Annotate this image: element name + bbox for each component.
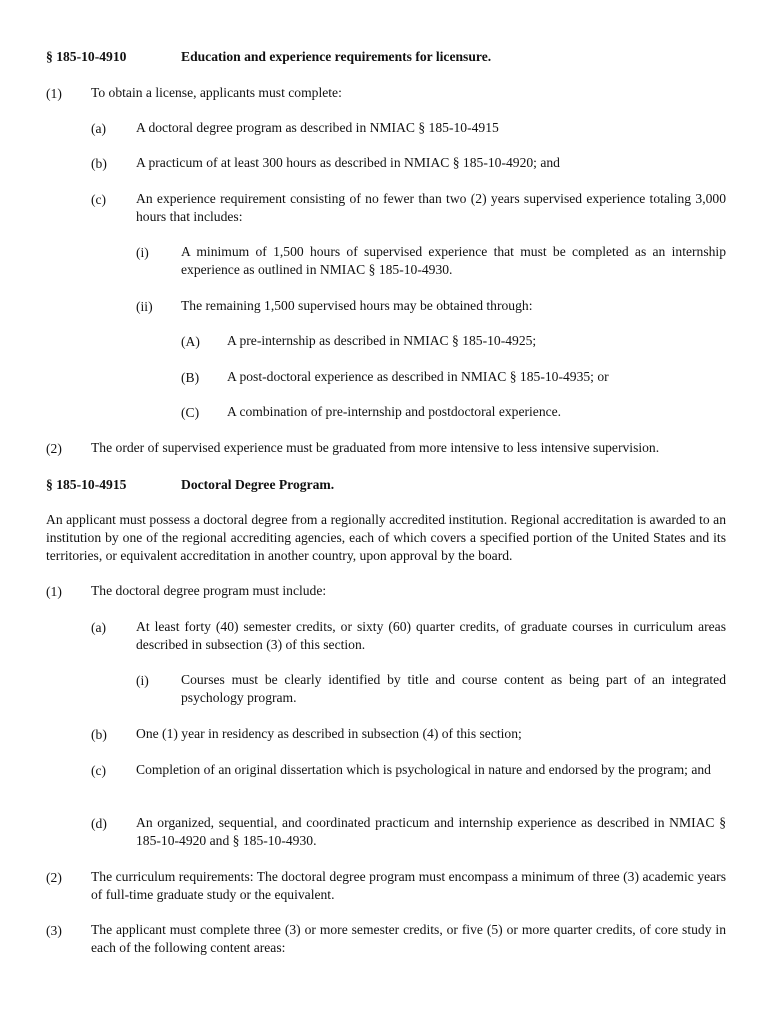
item-marker: (1) bbox=[46, 584, 62, 599]
item-marker: (3) bbox=[46, 923, 62, 938]
section-number: § 185-10-4915 bbox=[46, 477, 127, 492]
item-marker: (c) bbox=[91, 763, 107, 778]
item-text: An organized, sequential, and coordinated practicum and internship experience as described in NMIAC § 185-10-4920 and § 185-10-4930. bbox=[136, 815, 726, 848]
item-marker: (C) bbox=[181, 405, 200, 420]
item-marker: (B) bbox=[181, 370, 200, 385]
item-text: A practicum of at least 300 hours as described in NMIAC § 185-10-4920; and bbox=[136, 155, 560, 170]
item-text: A minimum of 1,500 hours of supervised experience that must be completed as an internship experience as outlined in NMIAC § 185-10-4930. bbox=[181, 244, 726, 277]
item-text: A pre-internship as described in NMIAC § 185-10-4925; bbox=[227, 333, 537, 348]
item-text: One (1) year in residency as described in subsection (4) of this section; bbox=[136, 726, 522, 741]
section-title: Education and experience requirements for licensure. bbox=[181, 49, 492, 64]
item-text: A combination of pre-internship and postdoctoral experience. bbox=[227, 404, 562, 419]
item-text: The doctoral degree program must include: bbox=[91, 583, 327, 598]
item-text: The curriculum requirements: The doctoral degree program must encompass a minimum of three (3) academic years of full-time graduate study or the equivalent. bbox=[91, 869, 726, 902]
item-text: A doctoral degree program as described in NMIAC § 185-10-4915 bbox=[136, 120, 499, 135]
item-marker: (1) bbox=[46, 86, 62, 101]
item-text: Courses must be clearly identified by title and course content as being part of an integrated psychology program. bbox=[181, 672, 726, 705]
item-text: An experience requirement consisting of no fewer than two (2) years supervised experience totaling 3,000 hours that includes: bbox=[136, 191, 726, 224]
item-text: At least forty (40) semester credits, or sixty (60) quarter credits, of graduate courses in curriculum areas described in subsection (3) of this section. bbox=[136, 619, 726, 652]
section-number: § 185-10-4910 bbox=[46, 49, 127, 64]
item-marker: (a) bbox=[91, 121, 107, 136]
intro-paragraph: An applicant must possess a doctoral degree from a regionally accredited institution. Regional accreditation is awarded to an institution by one of the regional accrediting agencies, each of which covers a specified portion of the United States and its territories, or equivalent accreditation in another country, upon approval by the board. bbox=[46, 512, 726, 563]
item-marker: (ii) bbox=[136, 299, 153, 314]
section-title: Doctoral Degree Program. bbox=[181, 477, 335, 492]
item-marker: (b) bbox=[91, 156, 107, 171]
item-text: Completion of an original dissertation which is psychological in nature and endorsed by the program; and bbox=[136, 762, 711, 777]
item-text: The remaining 1,500 supervised hours may be obtained through: bbox=[181, 298, 533, 313]
item-marker: (i) bbox=[136, 673, 149, 688]
item-marker: (c) bbox=[91, 192, 107, 207]
item-text: The applicant must complete three (3) or more semester credits, or five (5) or more quarter credits, of core study in each of the following content areas: bbox=[91, 922, 726, 955]
item-text: The order of supervised experience must be graduated from more intensive to less intensive supervision. bbox=[91, 440, 660, 455]
item-marker: (d) bbox=[91, 816, 107, 831]
item-marker: (i) bbox=[136, 245, 149, 260]
item-marker: (2) bbox=[46, 441, 62, 456]
item-text: A post-doctoral experience as described in NMIAC § 185-10-4935; or bbox=[227, 369, 609, 384]
item-text: To obtain a license, applicants must complete: bbox=[91, 85, 342, 100]
item-marker: (A) bbox=[181, 334, 200, 349]
item-marker: (b) bbox=[91, 727, 107, 742]
item-marker: (2) bbox=[46, 870, 62, 885]
item-marker: (a) bbox=[91, 620, 107, 635]
